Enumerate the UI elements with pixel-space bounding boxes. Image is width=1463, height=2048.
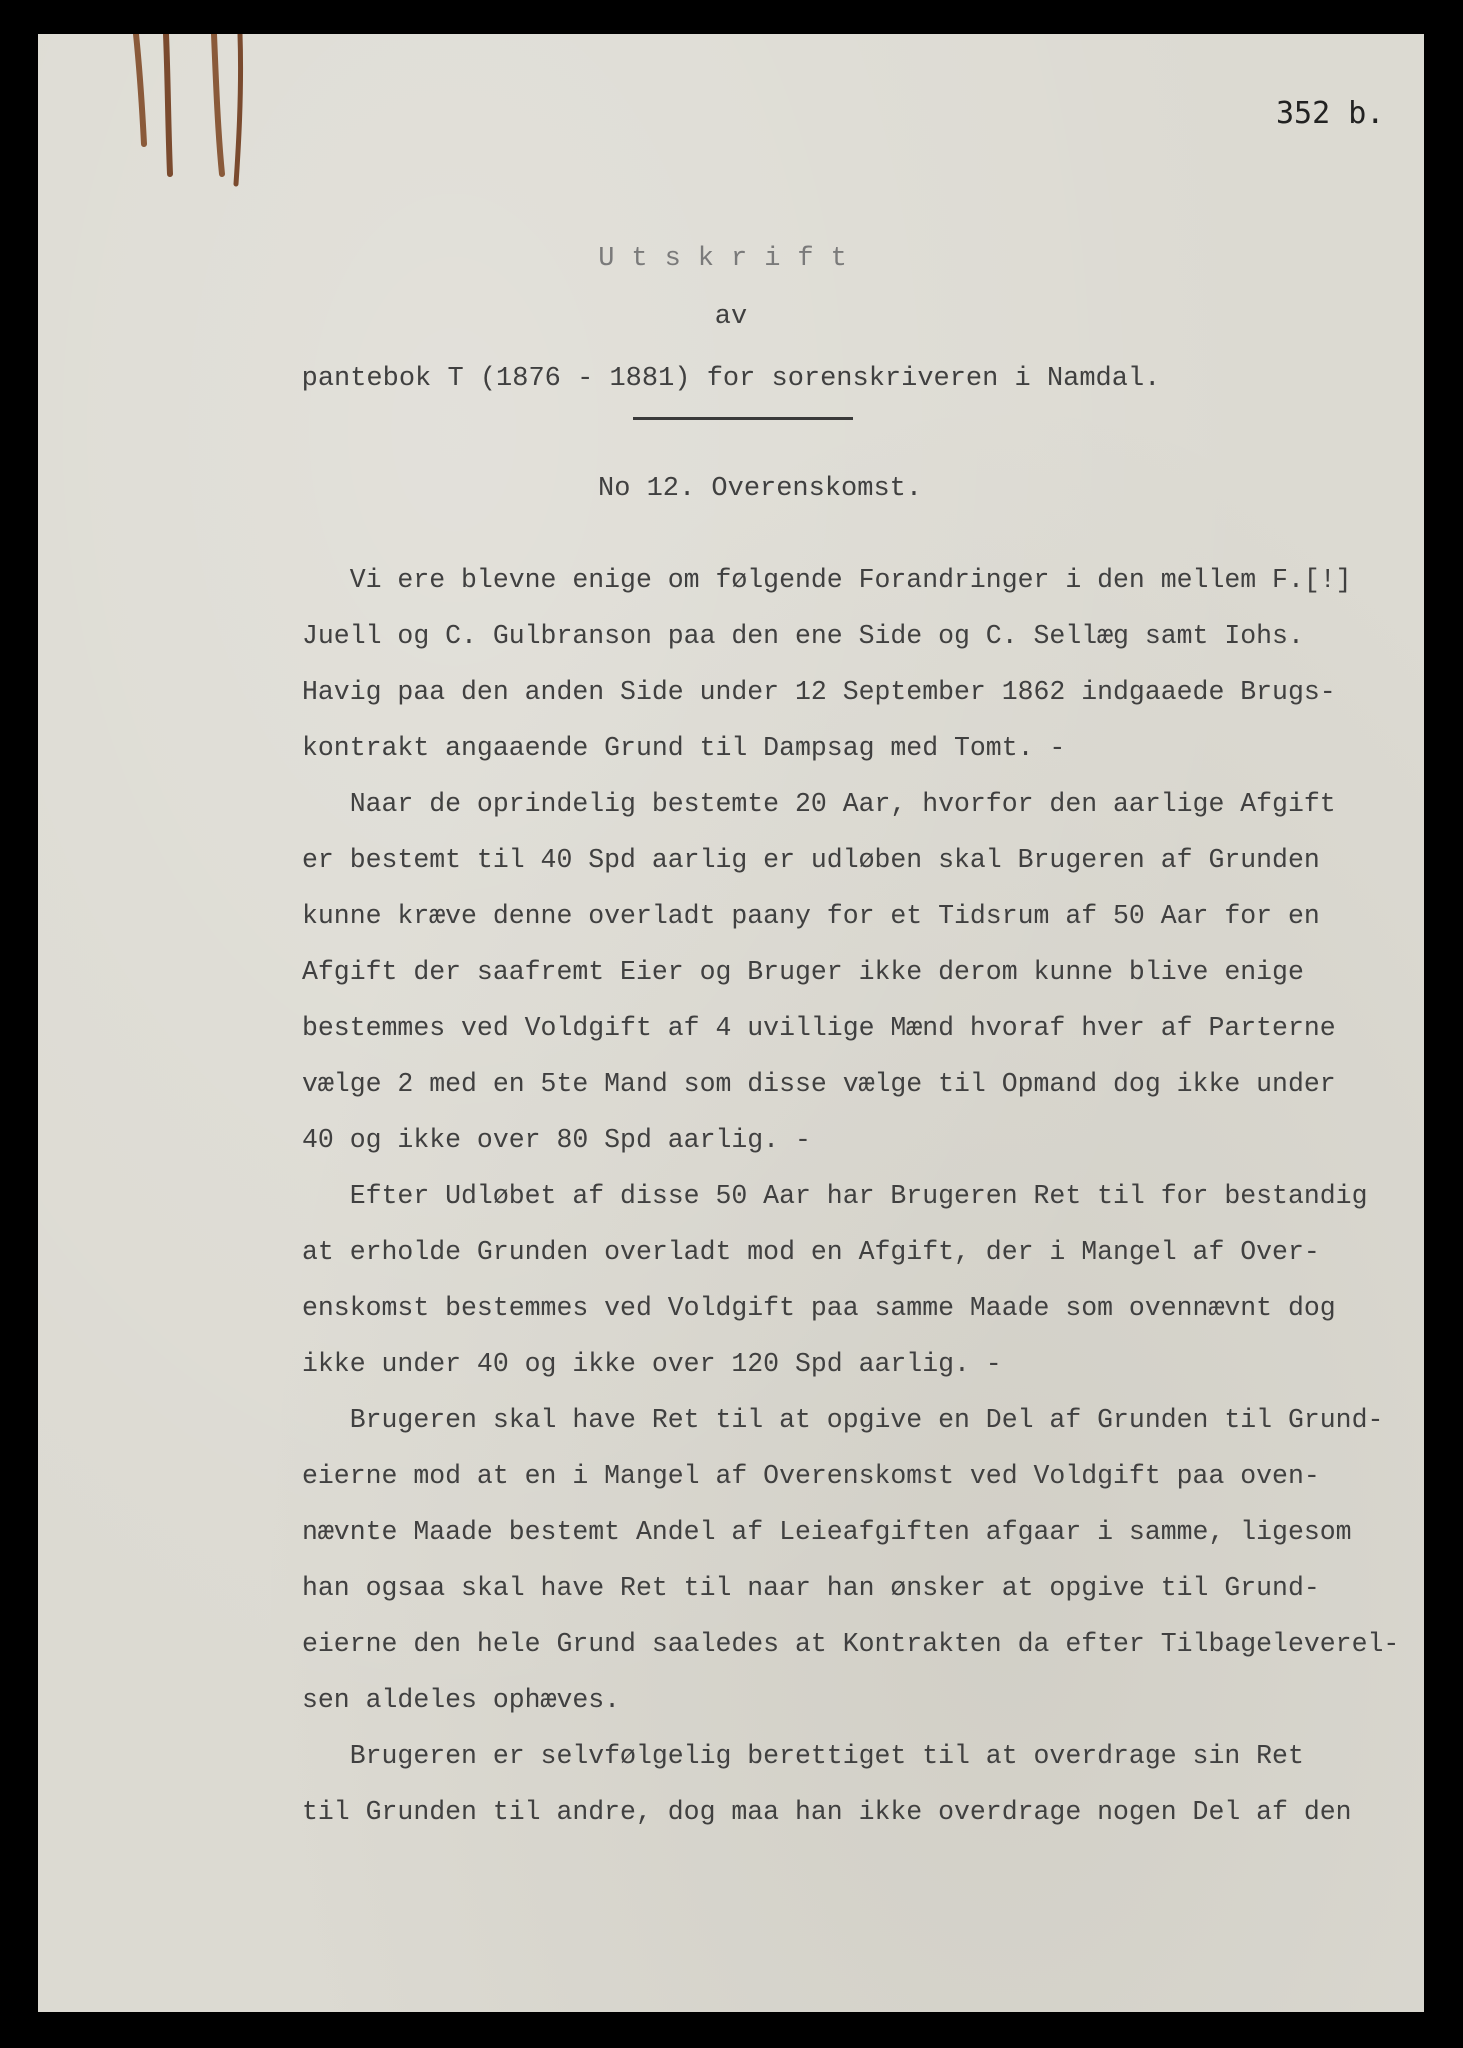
title-utskrift: Utskrift bbox=[598, 244, 864, 274]
pen-marks bbox=[118, 34, 268, 214]
text-line: 40 og ikke over 80 Spd aarlig. - bbox=[302, 1125, 811, 1155]
text-line: nævnte Maade bestemt Andel af Leieafgiften afgaar i samme, ligesom bbox=[302, 1517, 1352, 1547]
text-line: kontrakt angaaende Grund til Dampsag med Tomt. - bbox=[302, 733, 1066, 763]
title-av: av bbox=[714, 302, 748, 332]
text-line: Naar de oprindelig bestemte 20 Aar, hvorfor den aarlige Afgift bbox=[302, 789, 1336, 819]
page-number: 352 b. bbox=[1276, 96, 1385, 131]
text-line: sen aldeles ophæves. bbox=[302, 1685, 621, 1715]
text-line: Juell og C. Gulbranson paa den ene Side og C. Sellæg samt Iohs. bbox=[302, 621, 1304, 651]
text-line: til Grunden til andre, dog maa han ikke overdrage nogen Del af den bbox=[302, 1797, 1352, 1827]
title-source: pantebok T (1876 - 1881) for sorenskriveren i Namdal. bbox=[301, 364, 1161, 394]
body-text bbox=[302, 552, 1399, 1840]
text-line: Brugeren skal have Ret til at opgive en Del af Grunden til Grund- bbox=[302, 1405, 1384, 1435]
text-line: Efter Udløbet af disse 50 Aar har Brugeren Ret til for bestandig bbox=[302, 1181, 1368, 1211]
text-line: enskomst bestemmes ved Voldgift paa samme Maade som ovennævnt dog bbox=[302, 1293, 1336, 1323]
text-line: han ogsaa skal have Ret til naar han ønsker at opgive til Grund- bbox=[302, 1573, 1320, 1603]
text-line: bestemmes ved Voldgift af 4 uvillige Mænd hvoraf hver af Parterne bbox=[302, 1013, 1336, 1043]
text-line: at erholde Grunden overladt mod en Afgift, der i Mangel af Over- bbox=[302, 1237, 1320, 1267]
text-line: Afgift der saafremt Eier og Bruger ikke derom kunne blive enige bbox=[302, 957, 1304, 987]
text-line: eierne mod at en i Mangel af Overenskomst ved Voldgift paa oven- bbox=[302, 1461, 1320, 1491]
text-line: kunne kræve denne overladt paany for et Tidsrum af 50 Aar for en bbox=[302, 901, 1320, 931]
text-line: vælge 2 med en 5te Mand som disse vælge til Opmand dog ikke under bbox=[302, 1069, 1336, 1099]
text-line: er bestemt til 40 Spd aarlig er udløben skal Brugeren af Grunden bbox=[302, 845, 1320, 875]
text-line: ikke under 40 og ikke over 120 Spd aarlig. - bbox=[302, 1349, 1002, 1379]
document-page bbox=[38, 34, 1424, 2012]
text-line: eierne den hele Grund saaledes at Kontrakten da efter Tilbageleverel- bbox=[302, 1629, 1400, 1659]
title-divider bbox=[633, 417, 853, 420]
section-heading: No 12. Overenskomst. bbox=[598, 474, 923, 504]
text-line: Havig paa den anden Side under 12 September 1862 indgaaede Brugs- bbox=[302, 677, 1336, 707]
text-line: Brugeren er selvfølgelig berettiget til at overdrage sin Ret bbox=[302, 1741, 1304, 1771]
text-line: Vi ere blevne enige om følgende Forandringer i den mellem F.[!] bbox=[302, 565, 1352, 595]
